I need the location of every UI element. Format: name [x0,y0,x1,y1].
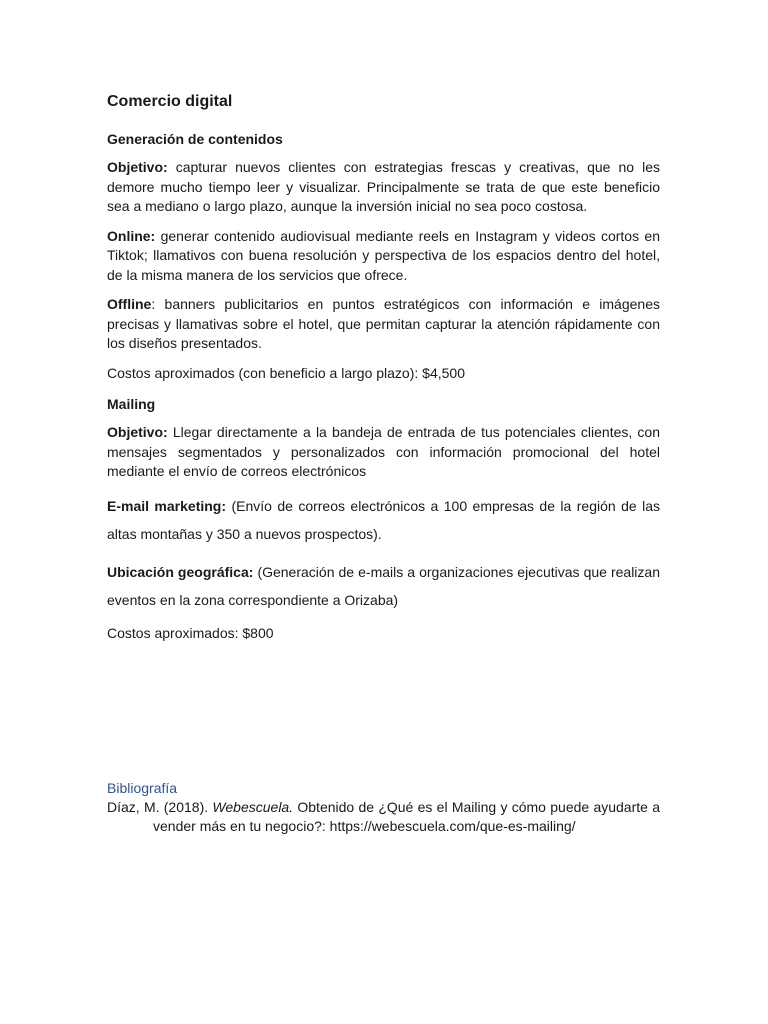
text-online: generar contenido audiovisual mediante reels en Instagram y videos cortos en Tiktok; llamativos con buena resolución y perspectiva de los espacios dentro del hotel, de la misma manera de los servicios que ofrece. [107,227,660,283]
costos-contenidos: Costos aproximados (con beneficio a largo plazo): $4,500 [107,364,465,381]
section-heading-mailing: Mailing [107,396,156,412]
costos-mailing: Costos aproximados: $800 [107,624,274,641]
label-objetivo-mailing: Objetivo: [107,424,168,440]
entry-source: Webescuela. [212,799,294,815]
text-offline: : banners publicitarios en puntos estratégicos con información e imágenes precisas y llamativas sobre el hotel, que permitan capturar la atención rápidamente con los diseños presentados. [107,296,660,351]
paragraph-offline [107,295,660,354]
paragraph-email-marketing [107,492,660,548]
label-email-marketing: E-mail marketing: [107,497,227,514]
bibliografia-heading: Bibliografía [107,780,178,796]
label-ubicacion: Ubicación geográfica: [107,563,254,580]
text-objetivo: capturar nuevos clientes con estrategias frescas y creativas, que no les demore mucho tiempo leer y visualizar. Principalmente se trata de que este beneficio sea a mediano o largo plazo, aunque la inversión inicial no sea poco costosa. [107,159,660,214]
paragraph-objetivo-contenidos [107,158,660,217]
paragraph-ubicacion [107,558,660,614]
entry-rest: Obtenido de ¿Qué es el Mailing y cómo puede ayudarte a vender más en tu negocio?: https://webescuela.com/que-es-mailing/ [153,799,660,834]
document-title: Comercio digital [107,93,233,110]
document-page [107,92,660,836]
bibliografia-entry [107,798,660,836]
label-online: Online: [107,227,156,244]
label-offline: Offline [107,296,152,312]
entry-author: Díaz, M. (2018). [107,799,213,815]
paragraph-objetivo-mailing [107,423,660,482]
text-email-marketing: (Envío de correos electrónicos a 100 empresas de la región de las altas montañas y 350 a nuevos prospectos). [107,497,660,542]
paragraph-online [107,227,660,286]
text-objetivo-mailing: Llegar directamente a la bandeja de entrada de tus potenciales clientes, con mensajes segmentados y personalizados con información promocional del hotel mediante el envío de correos electrónicos [107,424,660,479]
text-ubicacion: (Generación de e-mails a organizaciones ejecutivas que realizan eventos en la zona correspondiente a Orizaba) [107,563,660,608]
label-objetivo: Objetivo: [107,159,168,175]
section-heading-generacion: Generación de contenidos [107,131,283,147]
